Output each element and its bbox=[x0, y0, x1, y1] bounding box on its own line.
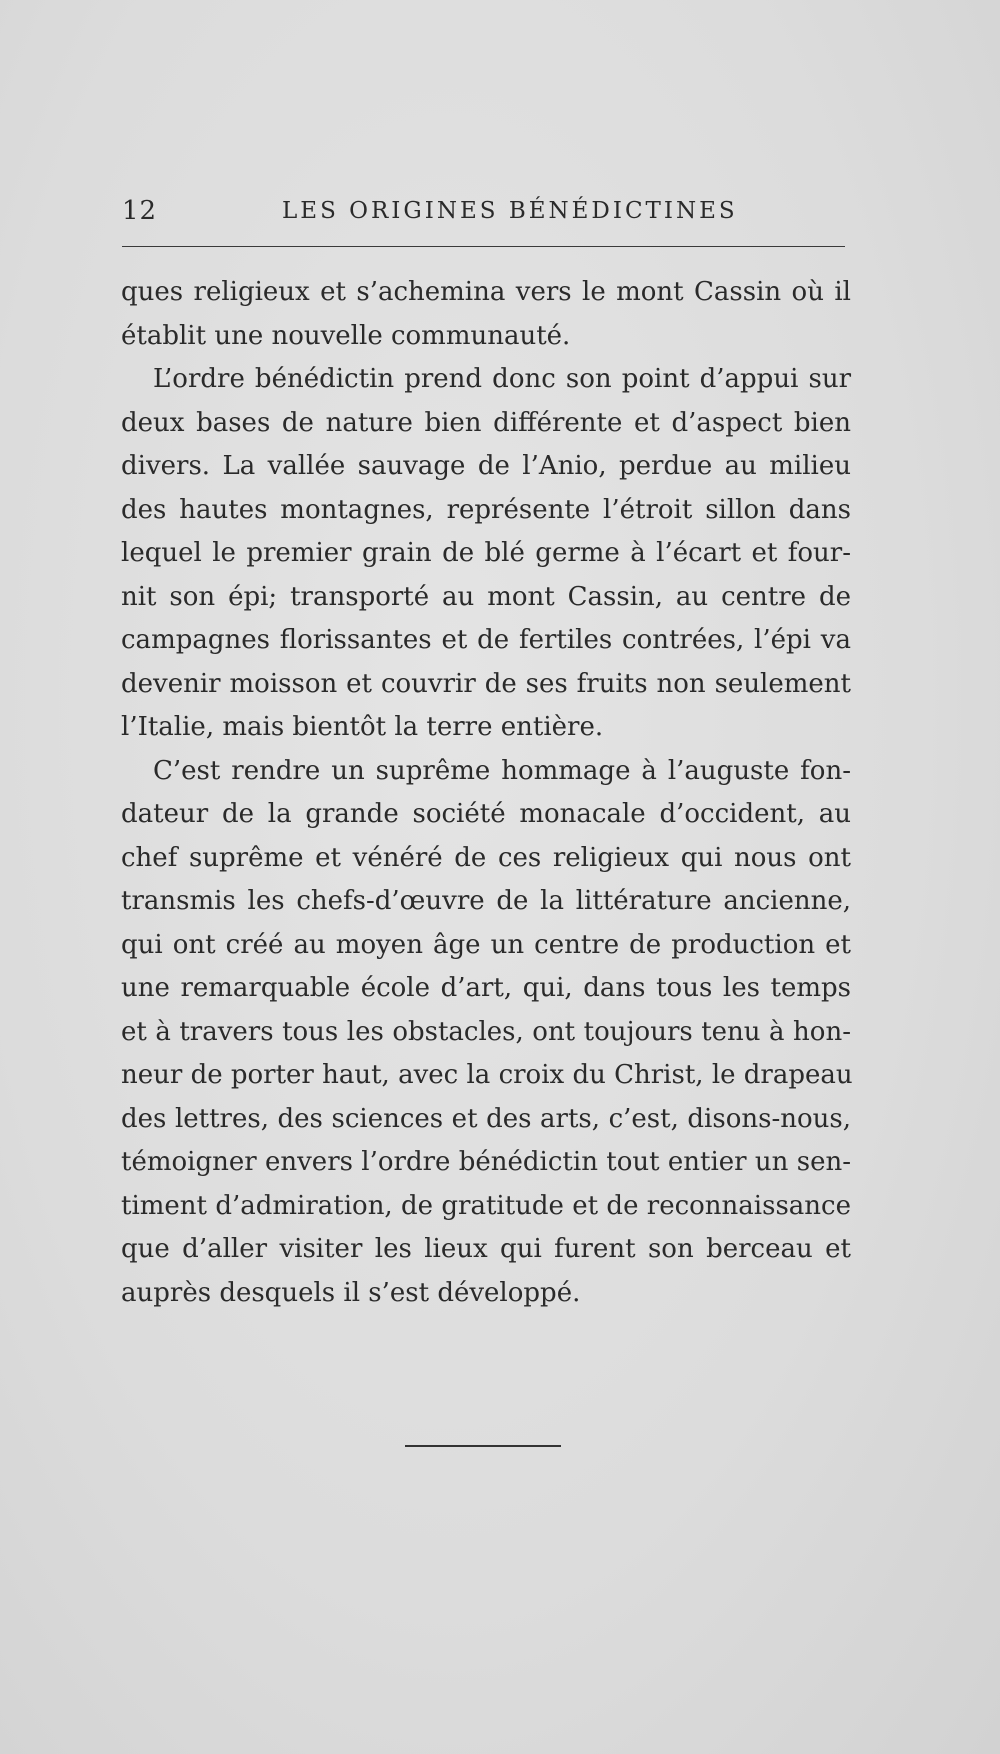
text-line: que d’aller visiter les lieux qui furent son berceau et bbox=[121, 1234, 851, 1264]
text-line: chef suprême et vénéré de ces religieux qui nous ont bbox=[121, 842, 851, 873]
text-line: transmis les chefs-d’œuvre de la littérature ancienne, bbox=[121, 886, 851, 916]
text-line: L’ordre bénédictin prend donc son point d’appui sur bbox=[153, 364, 851, 394]
header-rule bbox=[122, 246, 845, 247]
running-title: LES ORIGINES BÉNÉDICTINES bbox=[282, 198, 738, 224]
text-line: des lettres, des sciences et des arts, c’est, disons-nous, bbox=[121, 1103, 851, 1134]
text-line: neur de porter haut, avec la croix du Christ, le drapeau bbox=[121, 1060, 853, 1090]
body-text bbox=[121, 271, 851, 1315]
text-line: et à travers tous les obstacles, ont toujours tenu à hon- bbox=[121, 1016, 851, 1047]
end-rule bbox=[405, 1445, 561, 1447]
text-line: témoigner envers l’ordre bénédictin tout entier un sen- bbox=[121, 1147, 851, 1177]
text-line: C’est rendre un suprême hommage à l’auguste fon- bbox=[153, 755, 851, 786]
text-line: divers. La vallée sauvage de l’Anio, perdue au milieu bbox=[121, 451, 851, 481]
text-line: établit une nouvelle communauté. bbox=[121, 320, 571, 351]
text-line: auprès desquels il s’est développé. bbox=[121, 1277, 581, 1308]
page-header bbox=[120, 196, 850, 230]
text-line: campagnes florissantes et de fertiles contrées, l’épi va bbox=[121, 625, 851, 655]
text-line: dateur de la grande société monacale d’occident, au bbox=[121, 799, 851, 829]
text-line: qui ont créé au moyen âge un centre de production et bbox=[121, 929, 851, 960]
text-line: des hautes montagnes, représente l’étroit sillon dans bbox=[121, 494, 851, 525]
text-line: nit son épi; transporté au mont Cassin, au centre de bbox=[121, 581, 851, 612]
text-line: deux bases de nature bien différente et d’aspect bien bbox=[121, 407, 851, 438]
text-line: timent d’admiration, de gratitude et de reconnaissance bbox=[121, 1190, 851, 1221]
text-line: ques religieux et s’achemina vers le mont Cassin où il bbox=[121, 277, 851, 307]
text-line: l’Italie, mais bientôt la terre entière. bbox=[121, 712, 604, 742]
text-line: une remarquable école d’art, qui, dans tous les temps bbox=[121, 973, 851, 1003]
text-line: lequel le premier grain de blé germe à l’écart et four- bbox=[121, 538, 851, 568]
page-number: 12 bbox=[122, 196, 158, 226]
text-line: devenir moisson et couvrir de ses fruits non seulement bbox=[121, 668, 851, 699]
